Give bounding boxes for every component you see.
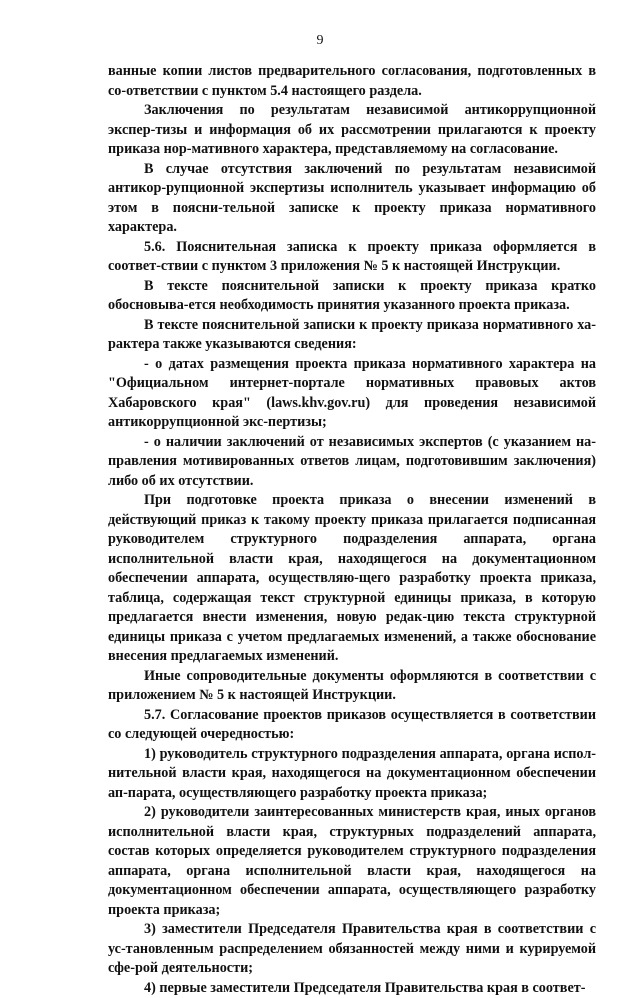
paragraph: ванные копии листов предварительного согласования, подготовленных в со-ответствии с пунктом 5.4 настоящего раздела. (108, 62, 596, 101)
paragraph: 3) заместители Председателя Правительства края в соответствии с ус-тановленным распределением обязанностей между ними и курируемой сфе-рой деятельности; (108, 920, 596, 979)
paragraph: В тексте пояснительной записки к проекту приказа нормативного ха-рактера также указываются сведения: (108, 316, 596, 355)
paragraph: В случае отсутствия заключений по результатам независимой антикор-рупционной экспертизы исполнитель указывает информацию об этом в поясни-тельной записке к проекту приказа нормативного характера. (108, 160, 596, 238)
paragraph: - о наличии заключений от независимых экспертов (с указанием на-правления мотивированных ответов лицам, подготовившим заключения) либо об их отсутствии. (108, 433, 596, 492)
paragraph: Заключения по результатам независимой антикоррупционной экспер-тизы и информация об их рассмотрении прилагаются к проекту приказа нор-мативного характера, представляемому на согласование. (108, 101, 596, 160)
paragraph: 5.6. Пояснительная записка к проекту приказа оформляется в соответ-ствии с пунктом 3 приложения № 5 к настоящей Инструкции. (108, 238, 596, 277)
paragraph: 2) руководители заинтересованных министерств края, иных органов исполнительной власти края, структурных подразделений аппарата, состав которых определяется руководителем структурного подразделения аппарата, органа исполнительной власти края, находящегося на документационном обеспечении аппарата, осуществляющего разработку проекта приказа; (108, 803, 596, 920)
page-number: 9 (0, 33, 640, 49)
paragraph: 1) руководитель структурного подразделения аппарата, органа испол-нительной власти края, находящегося на документационном обеспечении ап-парата, осуществляющего разработку проекта приказа; (108, 745, 596, 804)
paragraph: В тексте пояснительной записки к проекту приказа кратко обосновыва-ется необходимость принятия указанного проекта приказа. (108, 277, 596, 316)
paragraph: 5.7. Согласование проектов приказов осуществляется в соответствии со следующей очередностью: (108, 706, 596, 745)
paragraph: - о датах размещения проекта приказа нормативного характера на "Официальном интернет-портале нормативных правовых актов Хабаровского края" (laws.khv.gov.ru) для проведения независимой антикоррупционной экс-пертизы; (108, 355, 596, 433)
paragraph: 4) первые заместители Председателя Правительства края в соответ- (108, 979, 596, 998)
document-body (108, 62, 596, 998)
paragraph: При подготовке проекта приказа о внесении изменений в действующий приказ к такому проекту приказа прилагается подписанная руководителем структурного подразделения аппарата, органа исполнительной власти края, находящегося на документационном обеспечении аппарата, осуществляю-щего разработку проекта приказа, таблица, содержащая текст структурной единицы приказа, в которую предлагается внести изменения, новую редак-цию текста структурной единицы приказа с учетом предлагаемых изменений, а также обоснование внесения предлагаемых изменений. (108, 491, 596, 667)
paragraph: Иные сопроводительные документы оформляются в соответствии с приложением № 5 к настоящей Инструкции. (108, 667, 596, 706)
